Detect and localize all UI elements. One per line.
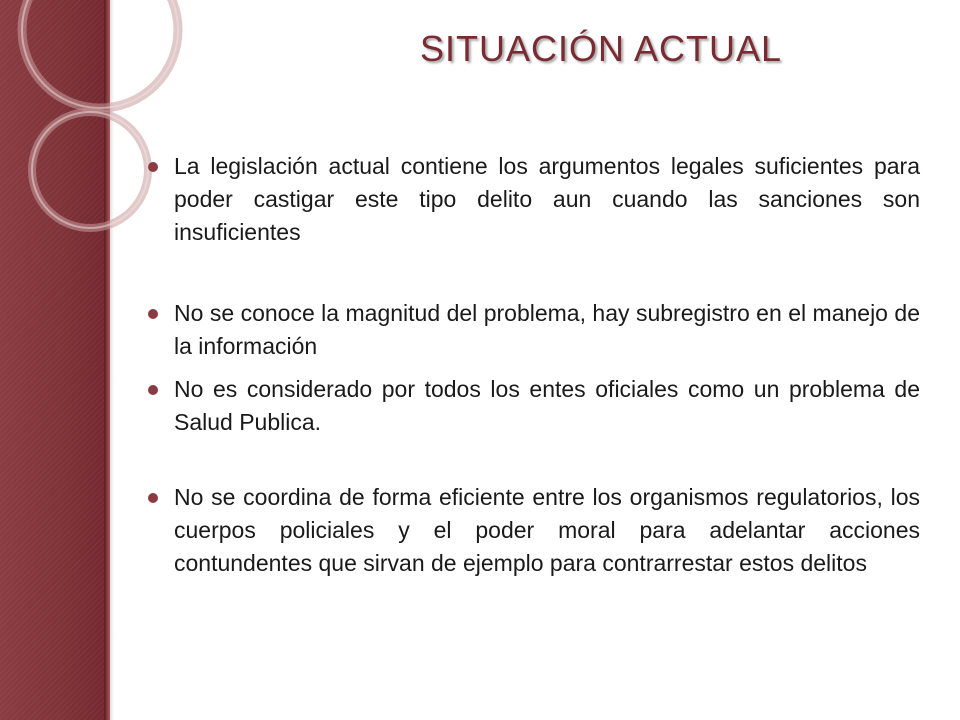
bullet-text: No es considerado por todos los entes oficiales como un problema de Salud Publica. bbox=[174, 376, 920, 435]
bullet-item bbox=[148, 150, 920, 249]
ring-small-highlight bbox=[32, 112, 148, 228]
bullet-dot-icon bbox=[148, 493, 158, 503]
bullet-text: No se conoce la magnitud del problema, hay subregistro en el manejo de la información bbox=[174, 300, 920, 359]
bullet-item bbox=[148, 481, 920, 580]
bullet-item bbox=[148, 373, 920, 439]
bullet-text: No se coordina de forma eficiente entre los organismos regulatorios, los cuerpos policiales y el poder moral para adelantar acciones contundentes que sirvan de ejemplo para contrarrestar estos delitos bbox=[174, 484, 920, 576]
bullet-item bbox=[148, 297, 920, 363]
bullet-text: La legislación actual contiene los argumentos legales suficientes para poder castigar este tipo delito aun cuando las sanciones son insuficientes bbox=[174, 153, 920, 245]
slide-title: SITUACIÓN ACTUAL bbox=[420, 28, 783, 69]
bullet-dot-icon bbox=[148, 162, 158, 172]
bullet-dot-icon bbox=[148, 385, 158, 395]
ring-large bbox=[22, 0, 178, 108]
bullet-dot-icon bbox=[148, 309, 158, 319]
bullet-list bbox=[148, 150, 920, 580]
